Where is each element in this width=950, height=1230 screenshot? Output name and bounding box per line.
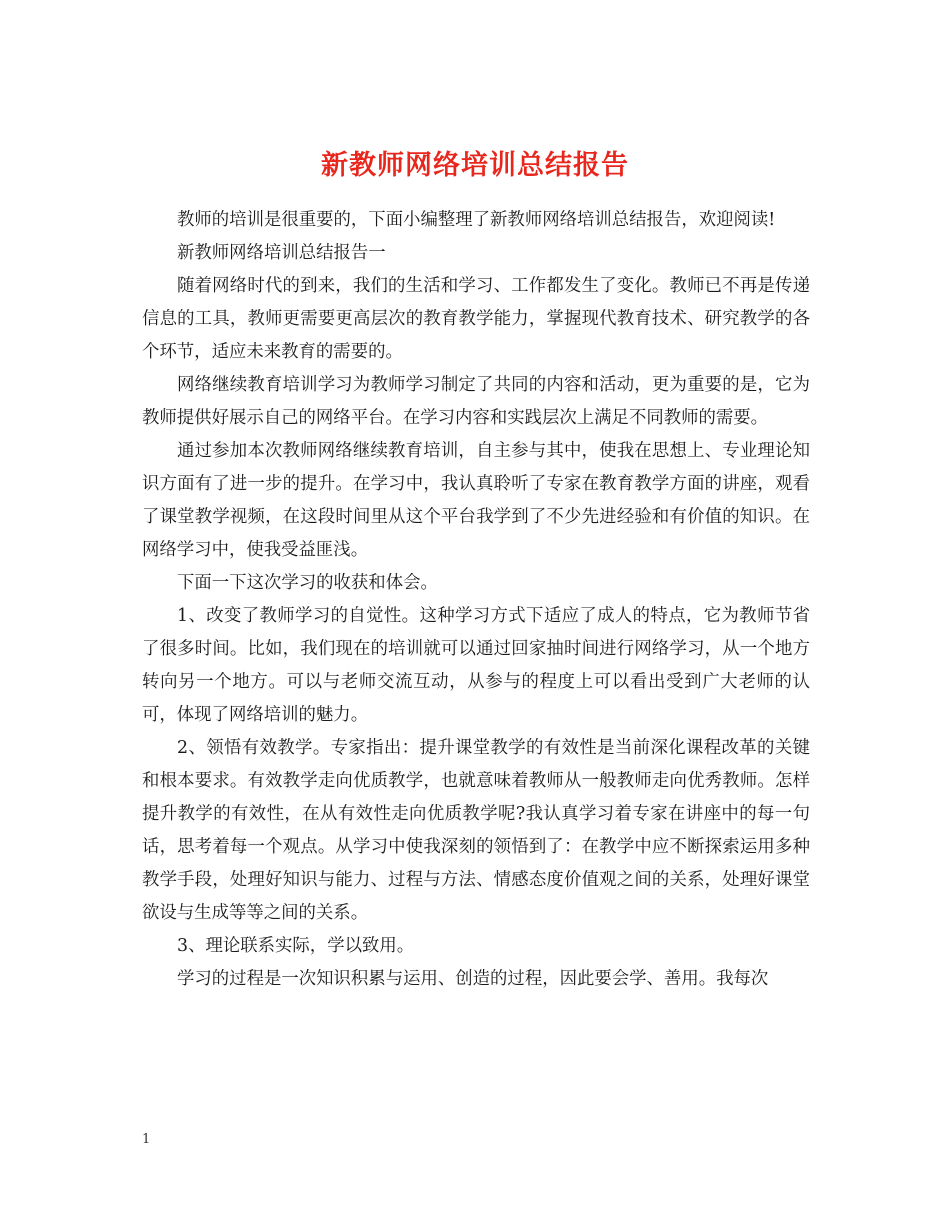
paragraph-2: 网络继续教育培训学习为教师学习制定了共同的内容和活动，更为重要的是，它为教师提供好展示自己的网络平台。在学习内容和实践层次上满足不同教师的需要。 xyxy=(142,375,810,428)
paragraph-8: 学习的过程是一次知识积累与运用、创造的过程，因此要会学、善用。我每次 xyxy=(177,969,769,989)
paragraph-3: 通过参加本次教师网络继续教育培训，自主参与其中，使我在思想上、专业理论知识方面有了进一步的提升。在学习中，我认真聆听了专家在教育教学方面的讲座，观看了课堂教学视频，在这段时间里从这个平台我学到了不少先进经验和有价值的知识。在网络学习中，使我受益匪浅。 xyxy=(142,441,810,560)
document-title: 新教师网络培训总结报告 xyxy=(321,150,629,182)
paragraph-4: 下面一下这次学习的收获和体会。 xyxy=(177,573,438,593)
paragraph-subtitle: 新教师网络培训总结报告一 xyxy=(177,243,386,263)
page-number: 1 xyxy=(142,1132,151,1147)
paragraph-1: 随着网络时代的到来，我们的生活和学习、工作都发生了变化。教师已不再是传递信息的工具，教师更需要更高层次的教育教学能力，掌握现代教育技术、研究教学的各个环节，适应未来教育的需要的。 xyxy=(142,276,810,362)
paragraph-7: 3、理论联系实际，学以致用。 xyxy=(177,936,415,956)
paragraph-6: 2、领悟有效教学。专家指出：提升课堂教学的有效性是当前深化课程改革的关键和根本要求。有效教学走向优质教学，也就意味着教师从一般教师走向优秀教师。怎样提升教学的有效性，在从有效性走向优质教学呢?我认真学习着专家在讲座中的每一句话，思考着每一个观点。从学习中使我深刻的领悟到了：在教学中应不断探索运用多种教学手段，处理好知识与能力、过程与方法、情感态度价值观之间的关系，处理好课堂欲设与生成等等之间的关系。 xyxy=(142,738,810,923)
paragraph-5: 1、改变了教师学习的自觉性。这种学习方式下适应了成人的特点，它为教师节省了很多时间。比如，我们现在的培训就可以通过回家抽时间进行网络学习，从一个地方转向另一个地方。可以与老师交流互动，从参与的程度上可以看出受到广大老师的认可，体现了网络培训的魅力。 xyxy=(142,606,810,725)
document-body xyxy=(142,204,810,996)
paragraph-intro: 教师的培训是很重要的，下面小编整理了新教师网络培训总结报告，欢迎阅读! xyxy=(177,210,776,230)
